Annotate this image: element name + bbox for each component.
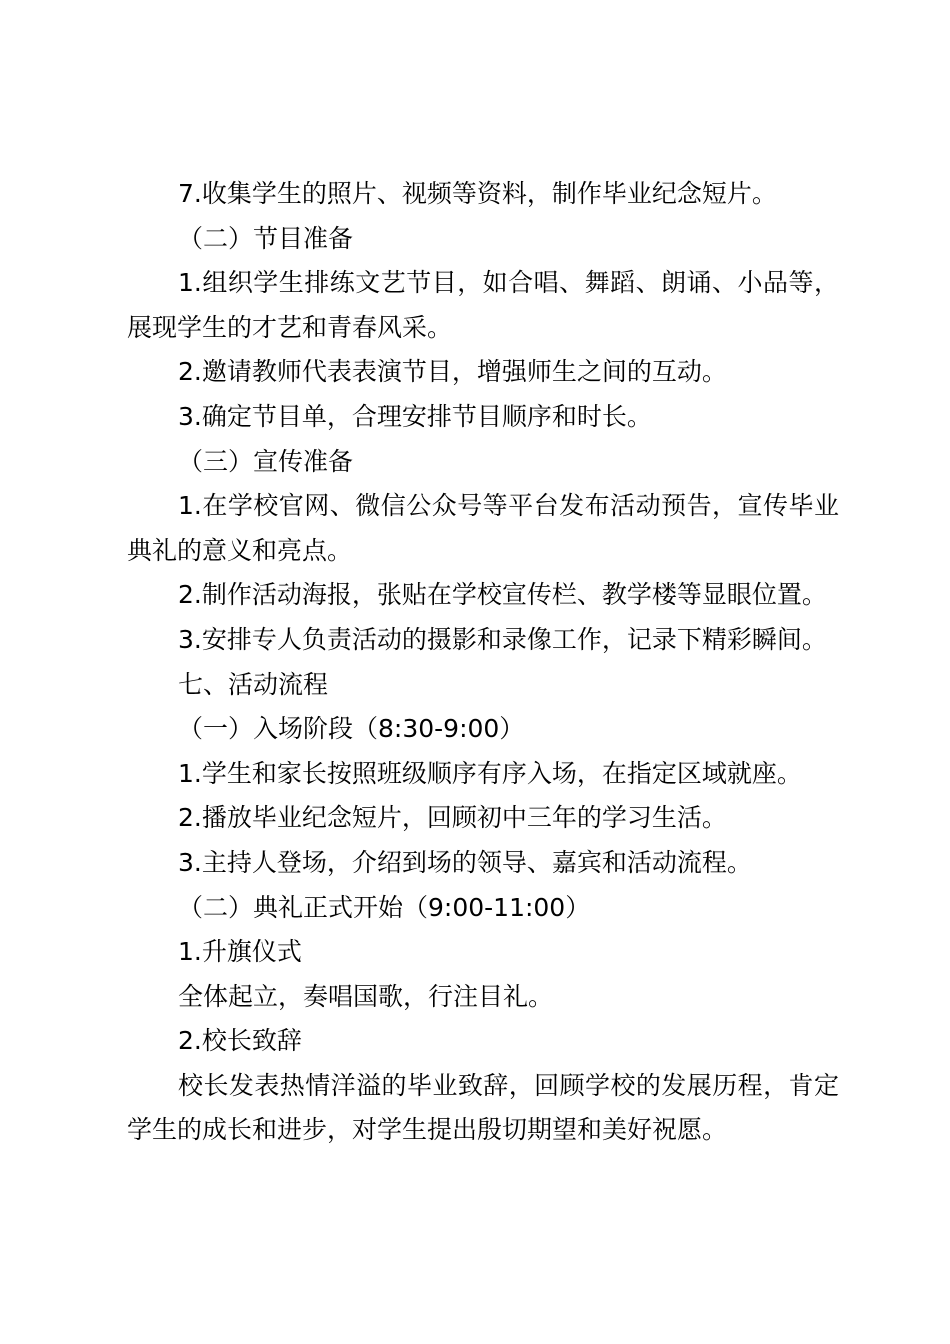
paragraph-item-2: 2.邀请教师代表表演节目，增强师生之间的互动。: [178, 357, 727, 387]
paragraph-item-1: 1.组织学生排练文艺节目，如合唱、舞蹈、朗诵、小品等，展现学生的才艺和青春风采。: [127, 268, 839, 342]
section-heading-program-preparation: （二）节目准备: [178, 223, 354, 253]
subsection-heading-entrance: （一）入场阶段（8:30-9:00）: [178, 714, 525, 744]
paragraph-item-2: 2.播放毕业纪念短片，回顾初中三年的学习生活。: [178, 803, 727, 833]
paragraph-item-3: 3.主持人登场，介绍到场的领导、嘉宾和活动流程。: [178, 847, 752, 877]
paragraph-item-1: 1.升旗仪式: [178, 937, 302, 967]
paragraph-text: 校长发表热情洋溢的毕业致辞，回顾学校的发展历程，肯定学生的成长和进步，对学生提出殷切期望和美好祝愿。: [127, 1070, 839, 1145]
subsection-heading-ceremony-start: （二）典礼正式开始（9:00-11:00）: [178, 892, 591, 922]
section-heading-activity-process: 七、活动流程: [178, 669, 329, 699]
paragraph-item-3: 3.确定节目单，合理安排节目顺序和时长。: [178, 401, 652, 431]
paragraph-item-3: 3.安排专人负责活动的摄影和录像工作，记录下精彩瞬间。: [178, 624, 827, 654]
paragraph-item-1: 1.在学校官网、微信公众号等平台发布活动预告，宣传毕业典礼的意义和亮点。: [127, 491, 839, 565]
paragraph-text: 全体起立，奏唱国歌，行注目礼。: [178, 981, 554, 1011]
paragraph-item-1: 1.学生和家长按照班级顺序有序入场，在指定区域就座。: [178, 758, 802, 788]
document-body: [127, 172, 839, 1153]
paragraph-item-2: 2.制作活动海报，张贴在学校宣传栏、教学楼等显眼位置。: [178, 580, 827, 610]
paragraph-item-7: 7.收集学生的照片、视频等资料，制作毕业纪念短片。: [178, 179, 777, 208]
paragraph-item-2: 2.校长致辞: [178, 1026, 302, 1056]
section-heading-publicity-preparation: （三）宣传准备: [178, 446, 354, 476]
